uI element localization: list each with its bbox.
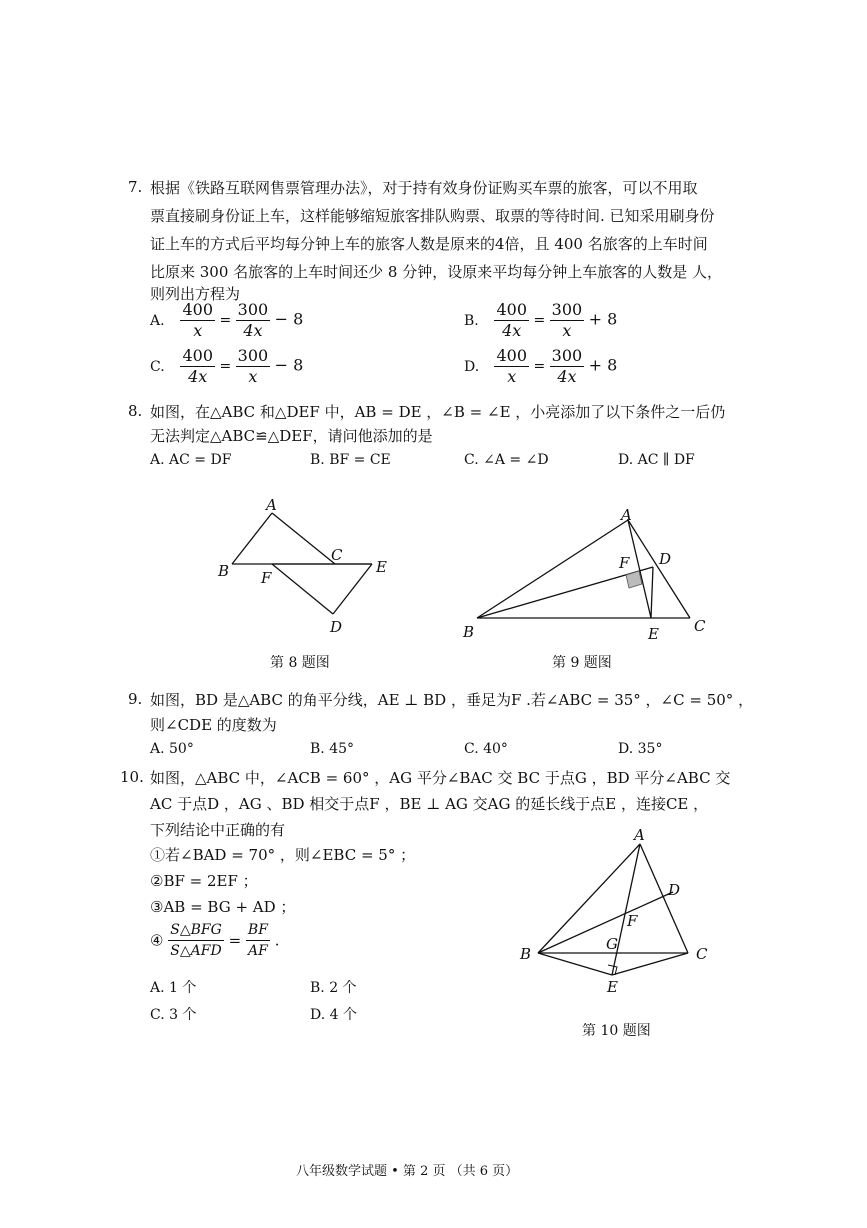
label-b: B	[463, 623, 475, 641]
question-number: 7.	[128, 178, 143, 196]
label-c: C	[331, 546, 343, 564]
question-text-line: 如图，△ABC 中，∠ACB = 60° ，AG 平分∠BAC 交 BC 于点G ，BD 平分∠ABC 交	[150, 769, 731, 787]
fraction: $\frac{300}{4x}$	[551, 346, 583, 386]
figure-9-caption: 第 9 题图	[552, 655, 612, 671]
question-number: 8.	[128, 402, 143, 420]
question-text-line: 根据《铁路互联网售票管理办法》，对于持有效身份证购买车票的旅客，可以不用取	[150, 179, 698, 197]
label-b: B	[520, 945, 532, 963]
option-d[interactable]: D. $\frac{400}{x}$ = $\frac{300}{4x}$ + 8	[464, 346, 618, 386]
question-text-line: 如图，BD 是△ABC 的角平分线，AE ⊥ BD ，垂足为F .若∠ABC = 35° ，∠C = 50° ，	[150, 691, 754, 709]
option-a[interactable]: A. AC = DF	[150, 452, 232, 468]
fraction: $\frac{400}{4x}$	[182, 346, 213, 386]
fraction: $\frac{300}{4x}$	[237, 300, 269, 340]
label-e: E	[607, 978, 618, 996]
option-c[interactable]: C. ∠A = ∠D	[464, 452, 549, 468]
label-c: C	[696, 945, 708, 963]
option-d[interactable]: D. AC ∥ DF	[618, 452, 695, 468]
option-a[interactable]: A. 50°	[150, 741, 194, 757]
question-text-line: 票直接刷身份证上车，这样能够缩短旅客排队购票、取票的等待时间. 已知采用刷身份	[150, 207, 715, 225]
label-f: F	[619, 554, 630, 572]
statement-1: ①若∠BAD = 70° ，则∠EBC = 5° ；	[150, 846, 416, 864]
question-text-line: 证上车的方式后平均每分钟上车的旅客人数是原来的4倍，且 400 名旅客的上车时间	[150, 235, 708, 253]
label-f: F	[261, 569, 272, 587]
question-number: 9.	[128, 690, 143, 708]
option-d[interactable]: D. 4 个	[310, 1007, 357, 1023]
fraction: $\frac{400}{x}$	[182, 300, 213, 340]
option-b[interactable]: B. 45°	[310, 741, 355, 757]
option-label: D.	[464, 358, 480, 375]
label-d: D	[330, 618, 343, 636]
option-b[interactable]: B. $\frac{400}{4x}$ = $\frac{300}{x}$ + 8	[464, 300, 618, 340]
option-a[interactable]: A. $\frac{400}{x}$ = $\frac{300}{4x}$ − 8	[150, 300, 304, 340]
question-text-line: AC 于点D ，AG 、BD 相交于点F ，BE ⊥ AG 交AG 的延长线于点E ，连接CE ，	[150, 795, 709, 813]
statement-2: ②BF = 2EF ；	[150, 872, 258, 890]
label-e: E	[648, 625, 659, 643]
option-label: C.	[150, 358, 165, 375]
page-footer: 八年级数学试题 • 第 2 页 （共 6 页）	[296, 1164, 519, 1179]
label-f: F	[627, 912, 638, 930]
fraction: $\frac{BF}{AF}$	[247, 922, 268, 959]
question-text-line: 则列出方程为	[150, 285, 241, 303]
fraction: $\frac{\text{S△BFG}}{\text{S△AFD}}$	[170, 922, 222, 959]
figure-9	[455, 500, 725, 645]
option-a[interactable]: A. 1 个	[150, 980, 197, 996]
question-text-line: 无法判定△ABC≌△DEF，请问他添加的是	[150, 427, 433, 445]
label-d: D	[659, 550, 672, 568]
label-a: A	[266, 496, 277, 514]
option-b[interactable]: B. 2 个	[310, 980, 357, 996]
figure-10-caption: 第 10 题图	[582, 1023, 651, 1039]
statement-4: ④ $\frac{\text{S△BFG}}{\text{S△AFD}}$ = $\frac{BF}{AF}$ .	[150, 922, 280, 959]
statement-3: ③AB = BG + AD ；	[150, 898, 296, 916]
option-c[interactable]: C. 40°	[464, 741, 508, 757]
option-c[interactable]: C. $\frac{400}{4x}$ = $\frac{300}{x}$ − 8	[150, 346, 304, 386]
fraction: $\frac{300}{x}$	[551, 300, 583, 340]
label-d: D	[668, 881, 681, 899]
question-text-line: 比原来 300 名旅客的上车时间还少 8 分钟，设原来平均每分钟上车旅客的人数是 人，	[150, 263, 723, 281]
label-g: G	[606, 935, 618, 953]
fraction: $\frac{400}{x}$	[496, 346, 527, 386]
label-c: C	[694, 617, 706, 635]
label-b: B	[218, 562, 230, 580]
question-text-line: 则∠CDE 的度数为	[150, 716, 277, 734]
option-b[interactable]: B. BF = CE	[310, 452, 391, 468]
option-c[interactable]: C. 3 个	[150, 1007, 197, 1023]
option-label: B.	[464, 312, 479, 329]
question-number: 10.	[120, 768, 144, 786]
question-text-line: 下列结论中正确的有	[150, 821, 286, 839]
label-a: A	[634, 826, 645, 844]
figure-10	[510, 822, 725, 997]
label-e: E	[376, 558, 387, 576]
question-text-line: 如图，在△ABC 和△DEF 中，AB = DE ，∠B = ∠E ，小亮添加了以下条件之一后仍	[150, 403, 726, 421]
option-d[interactable]: D. 35°	[618, 741, 663, 757]
figure-8	[200, 490, 420, 650]
fraction: $\frac{400}{4x}$	[496, 300, 527, 340]
option-label: A.	[150, 312, 165, 329]
figure-8-caption: 第 8 题图	[270, 655, 330, 671]
label-a: A	[621, 506, 632, 524]
fraction: $\frac{300}{x}$	[237, 346, 269, 386]
